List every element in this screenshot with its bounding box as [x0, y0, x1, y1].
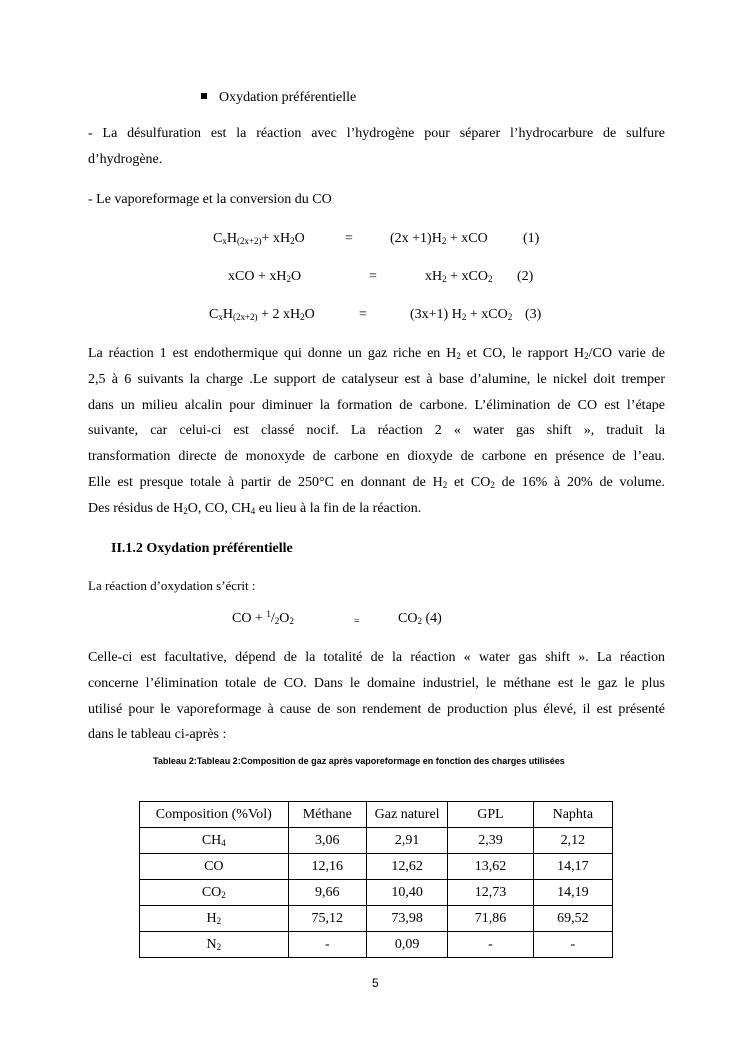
equals-sign: = — [369, 269, 377, 284]
text-line: Elle est presque totale à partir de 250°C en donnant de $H_2$ et $CO_2$ de 16% à 20% de volume. — [88, 474, 665, 490]
value-cell: 13,62 — [448, 854, 533, 880]
column-header: Méthane — [288, 802, 366, 828]
equation-lhs: $C_xH_{(2x+2)} + 2$ $xH_2O$ — [209, 307, 315, 322]
table-row — [140, 932, 613, 958]
equals-sign: = — [345, 231, 353, 246]
value-cell: 0,09 — [366, 932, 447, 958]
column-header: Naphta — [533, 802, 612, 828]
composition-cell: $CH_4$ — [140, 828, 289, 854]
equation-rhs: (3x+1) $H_2 + xCO_2$ — [410, 307, 513, 322]
facultative-paragraph — [88, 645, 665, 748]
value-cell: 12,62 — [366, 854, 447, 880]
text-line: Celle-ci est facultative, dépend de la totalité de la réaction « water gas shift ». La réaction — [88, 650, 665, 665]
value-cell: 75,12 — [288, 906, 366, 932]
table-caption: Tableau 2:Tableau 2:Composition de gaz après vaporeformage en fonction des charges utilisées — [153, 756, 565, 766]
equation-rhs: $xH_2 + xCO_2$ — [425, 269, 493, 284]
text-line: - La désulfuration est la réaction avec l’hydrogène pour séparer l’hydrocarbure de sulfure — [88, 126, 665, 141]
value-cell: 14,19 — [533, 880, 612, 906]
composition-cell: CO — [140, 854, 289, 880]
composition-cell: $H_2$ — [140, 906, 289, 932]
text-line: 2,5 à 6 suivants la charge .Le support de catalyseur est à base d’alumine, le nickel doit tremper — [88, 371, 665, 387]
desulfuration-paragraph — [88, 121, 665, 173]
value-cell: 12,16 — [288, 854, 366, 880]
table-row — [140, 880, 613, 906]
equation-lhs: $C_xH_{(2x+2)}+ xH_2O$ — [213, 231, 305, 246]
bullet-square-icon — [201, 93, 207, 99]
value-cell: 2,91 — [366, 828, 447, 854]
value-cell: - — [448, 932, 533, 958]
table-row — [140, 854, 613, 880]
oxidation-intro: La réaction d’oxydation s’écrit : — [88, 578, 256, 593]
text-line: transformation directe de monoxyde de carbone en dioxyde de carbone en présence de l’eau. — [88, 449, 665, 465]
text-line: dans un milieu alcalin pour diminuer la formation de carbone. L’élimination de CO est l’étape — [88, 397, 665, 413]
equals-sign: = — [359, 307, 367, 322]
equation-lhs: xCO + $xH_2O$ — [228, 269, 302, 284]
equation-rhs: $(2x +1)H_2$ + xCO — [390, 231, 488, 246]
value-cell: 14,17 — [533, 854, 612, 880]
composition-cell: $N_2$ — [140, 932, 289, 958]
equals-sign: = — [354, 616, 360, 627]
equation-number: (3) — [525, 307, 542, 322]
value-cell: 69,52 — [533, 906, 612, 932]
section-heading: II.1.2 Oxydation préférentielle — [111, 541, 293, 556]
text-line: suivante, car celui-ci est classé nocif. La réaction 2 « water gas shift », traduit la — [88, 423, 665, 439]
value-cell: 3,06 — [288, 828, 366, 854]
text-line: Des résidus de $H_2O$, CO, $CH_4$ eu lieu à la fin de la réaction. — [88, 500, 422, 516]
value-cell: 71,86 — [448, 906, 533, 932]
value-cell: 9,66 — [288, 880, 366, 906]
composition-table — [139, 801, 613, 958]
equation-number: (2) — [517, 269, 534, 284]
value-cell: 2,39 — [448, 828, 533, 854]
text-line: dans le tableau ci-après : — [88, 727, 227, 743]
reaction-paragraph — [88, 341, 665, 522]
value-cell: - — [533, 932, 612, 958]
equation-rhs: $CO_2$ (4) — [398, 611, 442, 626]
text-line: d’hydrogène. — [88, 151, 163, 167]
value-cell: - — [288, 932, 366, 958]
value-cell: 73,98 — [366, 906, 447, 932]
text-line: utilisé pour le vaporeformage à cause de son rendement de production plus élevé, il est présenté — [88, 701, 665, 717]
composition-cell: $CO_2$ — [140, 880, 289, 906]
column-header: Gaz naturel — [366, 802, 447, 828]
page-number: 5 — [372, 976, 379, 990]
table-row — [140, 906, 613, 932]
bullet-text: Oxydation préférentielle — [219, 90, 357, 105]
table-row — [140, 828, 613, 854]
bullet-item — [201, 89, 356, 106]
text-line: La réaction 1 est endothermique qui donne un gaz riche en $H_2$ et CO, le rapport $H_2/CO$ varie de — [88, 346, 665, 361]
vaporeformage-intro: - Le vaporeformage et la conversion du CO — [88, 192, 332, 207]
equation-lhs: CO + $^1/_2O_2$ — [232, 609, 294, 626]
value-cell: 12,73 — [448, 880, 533, 906]
value-cell: 10,40 — [366, 880, 447, 906]
value-cell: 2,12 — [533, 828, 612, 854]
column-header: Composition (%Vol) — [140, 802, 289, 828]
equation-number: (1) — [523, 231, 540, 246]
column-header: GPL — [448, 802, 533, 828]
table-header-row — [140, 802, 613, 828]
text-line: concerne l’élimination totale de CO. Dans le domaine industriel, le méthane est le gaz le plus — [88, 675, 665, 691]
